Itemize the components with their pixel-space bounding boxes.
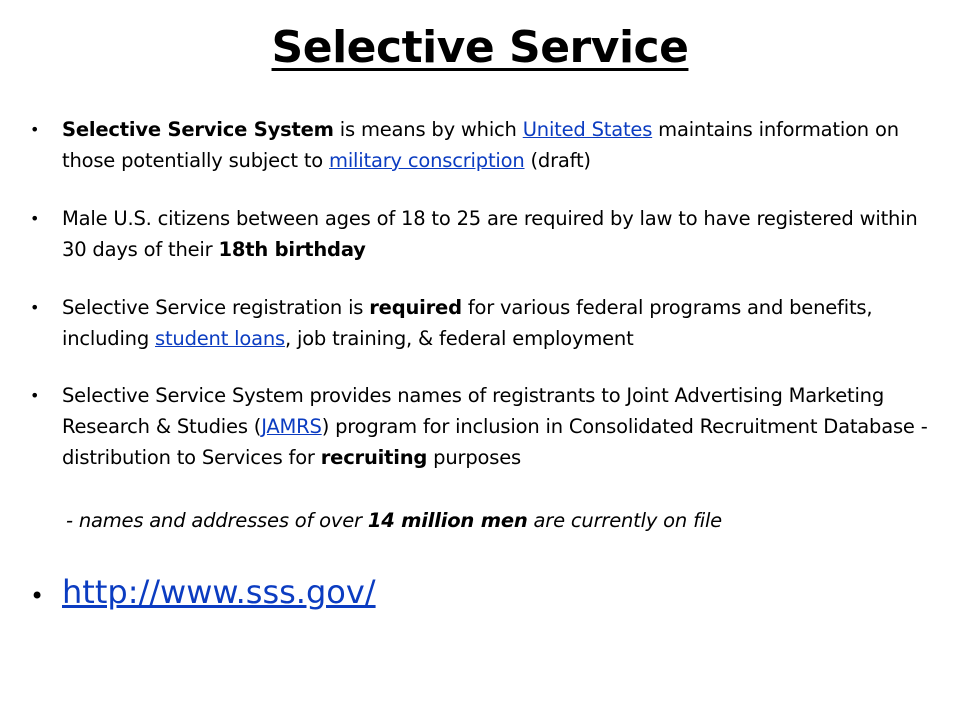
text: is means by which <box>333 118 523 141</box>
text: - names and addresses of over <box>66 509 368 532</box>
bullet-icon: • <box>30 120 40 139</box>
bullet-item-4 <box>30 380 942 473</box>
text: ) program for inclusion in Consolidated Recruitment Database - distribution to Services for <box>62 415 928 469</box>
bullet-icon: • <box>30 386 40 405</box>
bullet-icon: • <box>30 582 45 610</box>
link-united-states[interactable]: United States <box>522 118 653 141</box>
bullet-icon: • <box>30 209 40 228</box>
text: are currently on file <box>527 509 722 532</box>
slide-title: Selective Service <box>271 22 689 73</box>
text-bold: Selective Service System <box>62 118 334 141</box>
bullet-icon: • <box>30 298 40 317</box>
text: (draft) <box>524 149 591 172</box>
text: Male U.S. citizens between ages of 18 to 25 are required by law to have registered within 30 days of their <box>62 207 918 261</box>
bullet-item-1 <box>30 114 942 176</box>
text: purposes <box>427 446 521 469</box>
text-bold: required <box>369 296 462 319</box>
bullet-item-3 <box>30 292 942 354</box>
bullet-item-2 <box>30 203 942 265</box>
text: for various federal programs and benefits, including <box>62 296 873 350</box>
text: Selective Service registration is <box>62 296 370 319</box>
text: , job training, & federal employment <box>284 327 634 350</box>
link-student-loans[interactable]: student loans <box>155 327 285 350</box>
link-jamrs[interactable]: JAMRS <box>261 415 322 438</box>
bullet-item-url <box>30 572 376 612</box>
text: Selective Service System provides names of registrants to Joint Advertising Marketing Research & Studies ( <box>62 384 885 438</box>
sub-note <box>66 505 926 536</box>
link-military-conscription[interactable]: military conscription <box>329 149 525 172</box>
text-bold: 14 million men <box>367 509 528 532</box>
text: maintains information on those potentially subject to <box>62 118 899 172</box>
link-sss-gov[interactable]: http://www.sss.gov/ <box>62 573 376 611</box>
text-bold: recruiting <box>320 446 428 469</box>
text-bold: 18th birthday <box>218 238 366 261</box>
